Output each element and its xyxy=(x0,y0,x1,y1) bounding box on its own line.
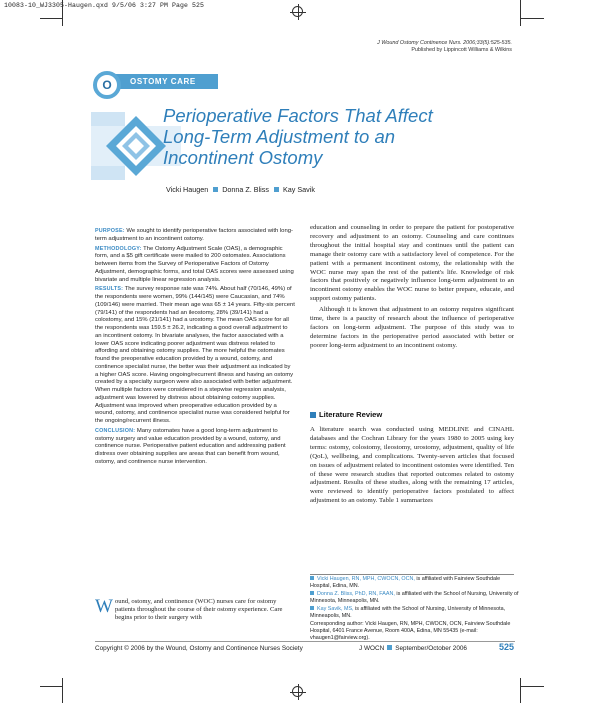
abstract-text: The Ostomy Adjustment Scale (OAS), a demographic form, and a $5 gift certificate were mailed to 200 ostomates. Associations between items from the Survey of Perioperative Factors of Ostomy Adjustment, demographic forms, and total OAS scores were assessed using bivariate and multiple linear regression analysis. xyxy=(95,245,294,283)
footer-divider xyxy=(95,641,515,642)
affiliation-text: is affiliated with the School of Nursing, University of Minnesota, Minneapolis, MN. xyxy=(310,606,506,619)
author-name: Kay Savik xyxy=(282,185,315,194)
abstract-conclusion xyxy=(95,428,295,467)
section-heading xyxy=(310,410,382,419)
section-tag: OSTOMY CARE xyxy=(110,74,218,89)
affiliation-item xyxy=(310,591,520,605)
author-separator xyxy=(274,187,279,192)
crop-mark xyxy=(520,18,544,19)
literature-review-text: A literature search was conducted using MEDLINE and CINAHL databases and the Cochran Library for the years 1980 to 2005 using key terms: ostomy, colostomy, ileostomy, urostomy, adjustment, quality of life (QoL), wellbeing, and complications. Twenty-seven articles that focused on issues of adjustment related to incontinent ostomies were identified. Ten of these were research studies that reported outcomes related to ostomy adjustment. Results of these studies, along with the remaining 17 articles, were reviewed to identify perioperative factors postulated to affect adjustment to an ostomy. Table 1 summarizes xyxy=(310,426,514,505)
crop-mark xyxy=(40,18,62,19)
footer-copyright: Copyright © 2006 by the Wound, Ostomy and Continence Nurses Society xyxy=(95,645,303,652)
journal-citation xyxy=(377,40,512,54)
page-number: 525 xyxy=(499,642,515,652)
affiliation-name: Donna Z. Bliss, PhD, RN, FAAN, xyxy=(317,591,395,597)
body-column-right xyxy=(310,224,514,351)
affiliation-text: is affiliated with the School of Nursing, University of Minnesota, Minneapolis, MN. xyxy=(310,591,519,604)
abstract xyxy=(95,228,295,469)
abstract-text: We sought to identify perioperative factors associated with long-term adjustment to an incontinent ostomy. xyxy=(95,228,293,242)
section-icon: O xyxy=(93,71,121,99)
abstract-purpose xyxy=(95,228,295,244)
intro-text: ound, ostomy, and continence (WOC) nurses care for ostomy patients throughout the course of their ostomy experience. Care begins prior to their surgery with xyxy=(114,598,283,622)
abstract-text: The survey response rate was 74%. About half (70/146, 49%) of the respondents were women, 99% (144/145) were Caucasian, and 74% (109/146) were married. Their mean age was 65 ± 14 years. Fifty-six percent (79/141) of the respondents had an ileostomy, 28% (39/141) had a colostomy, and 15% (21/141) had a urostomy. The mean OAS score for all the respondents was 159.5 ± 26.2, indicating a good overall adjustment to an incontinent ostomy. In bivariate analyses, the factor associated with a lower OAS score indicating poorer adjustment was distress related to affording and obtaining ostomy supplies. The more helpful the ostomates found the preoperative education provided by a wound, ostomy, and continence specialist nurse, the better was their adjustment as indicated by a higher OAS score. Having ongoing/recurrent illness and having an ostomy created by a specialty surgeon were also associated with better adjustment. When multiple factors were considered in a stepwise regression analysis, adjustment was lowered by distress about obtaining ostomy supplies. Adjustment was improved when preoperative education provided by a wound, ostomy, and continence specialist nurse was considered helpful for the ongoing/recurrent illness. xyxy=(95,286,295,424)
intro-paragraph xyxy=(95,598,298,623)
section-heading-text: Literature Review xyxy=(319,410,383,419)
corresponding-author: Corresponding author: Vicki Haugen, RN, MPH, CWOCN, OCN, Fairview Southdale Hospital, 6401 France Avenue, Room 400A, Edina, MN 55435 (e-mail: vhaugen1@fairview.org). xyxy=(310,621,511,641)
crop-mark xyxy=(62,678,63,703)
abstract-label: RESULTS: xyxy=(95,286,124,293)
author-name: Vicki Haugen xyxy=(166,185,209,194)
drop-cap: W xyxy=(95,596,113,617)
footer-journal xyxy=(359,645,467,652)
author-separator xyxy=(213,187,218,192)
abstract-label: PURPOSE: xyxy=(95,228,125,234)
affiliation-divider xyxy=(310,574,514,575)
footer-separator-icon xyxy=(387,645,392,650)
author-name: Donna Z. Bliss xyxy=(222,185,269,194)
affiliation-name: Vicki Haugen, RN, MPH, CWOCN, OCN, xyxy=(317,576,415,582)
body-paragraph: education and counseling in order to prepare the patient for postoperative recovery and adjustment to an ostomy. Counseling and care continues throughout the initial hospital stay and continues until the patient can manage their ostomy care with a satisfactory level of competence. For the patient with a permanent incontinent ostomy, the relationship with the WOC nurse may span the rest of the patient's life. Knowledge of risk factors that positively or negatively influence long-term adjustment to an incontinent ostomy enables the WOC nurse to better prepare, educate, and support ostomy patients. xyxy=(310,224,514,303)
crop-mark xyxy=(520,0,521,26)
footer-issue: September/October 2006 xyxy=(395,645,467,652)
bullet-icon xyxy=(310,576,314,580)
journal-citation-line: J Wound Ostomy Continence Nurs. 2006;33(5):525-535. xyxy=(377,40,512,46)
author-list xyxy=(166,185,315,194)
registration-mark xyxy=(292,6,303,17)
abstract-label: CONCLUSION: xyxy=(95,427,136,434)
bullet-icon xyxy=(310,606,314,610)
publisher-line: Published by Lippincott Williams & Wilkins xyxy=(411,47,512,53)
crop-mark xyxy=(40,686,62,687)
print-slug: 10083-10_WJ3305-Haugen.qxd 9/5/06 3:27 PM Page 525 xyxy=(4,2,205,9)
crop-mark xyxy=(62,0,63,26)
affiliation-item xyxy=(310,576,520,590)
crop-mark xyxy=(520,686,544,687)
affiliation-name: Kay Savik, MS, xyxy=(317,606,354,612)
abstract-text: Many ostomates have a good long-term adjustment to ostomy surgery and value education provided by a wound, ostomy, and continence nurse. Perioperative patient education and addressing patient distress over obtaining supplies are areas that can benefit from wound, ostomy, and continence nurse intervention. xyxy=(95,427,286,465)
heading-bullet-icon xyxy=(310,412,316,418)
body-paragraph: Although it is known that adjustment to an ostomy requires significant time, there is a paucity of research about the influence of perioperative factors on long-term adjustment. The purpose of this study was to determine factors in the perioperative period associated with better or poorer long-term adjustment to an incontinent ostomy. xyxy=(310,306,514,349)
abstract-results xyxy=(95,286,295,426)
article-title: Perioperative Factors That Affect Long-Term Adjustment to an Incontinent Ostomy xyxy=(163,105,433,168)
footer-journal-name: J WOCN xyxy=(359,645,385,652)
bullet-icon xyxy=(310,591,314,595)
crop-mark xyxy=(520,678,521,703)
affiliation-text: is affiliated with Fairview Southdale Hospital, Edina, MN. xyxy=(310,576,501,589)
affiliations xyxy=(310,576,520,643)
abstract-label: METHODOLOGY: xyxy=(95,245,142,252)
registration-mark xyxy=(292,686,303,697)
affiliation-item xyxy=(310,606,520,620)
abstract-methodology xyxy=(95,246,295,285)
